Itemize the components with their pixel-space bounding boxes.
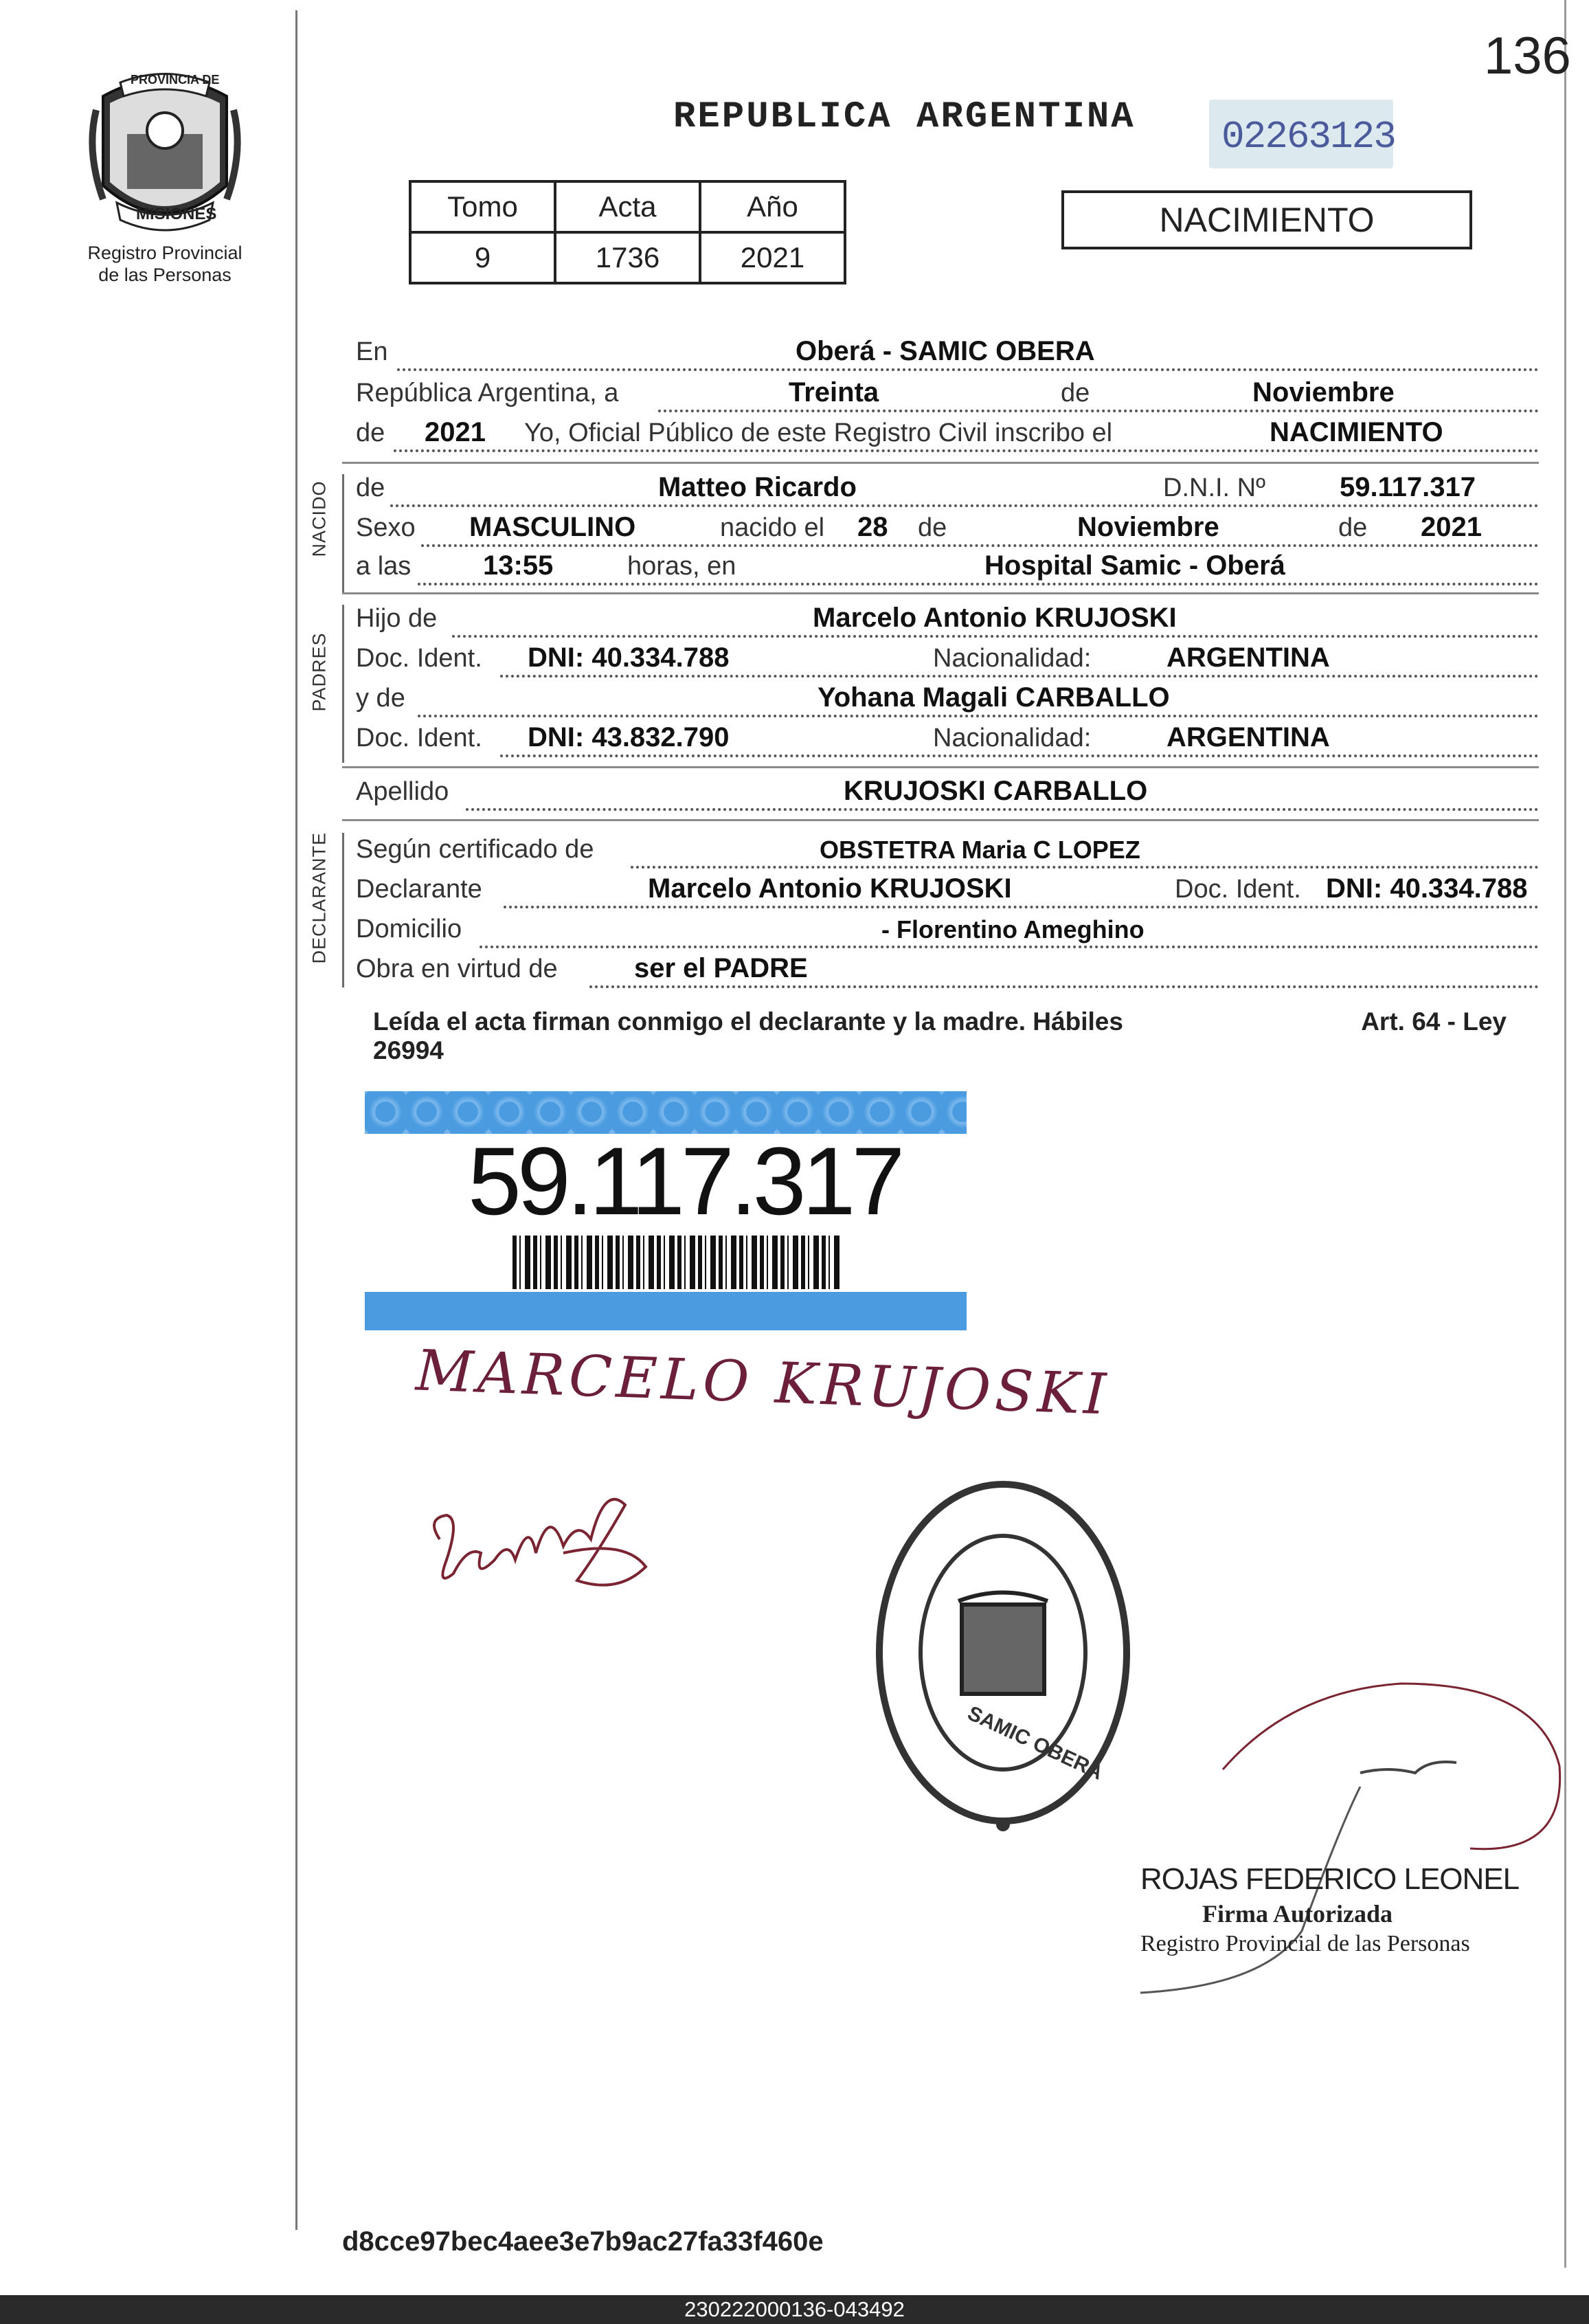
republica-label: República Argentina, a [356,379,619,407]
address-value: - Florentino Ameghino [881,915,1145,943]
en-label: En [356,337,388,366]
de-label-3: de [1338,513,1368,542]
closing-statement [373,1007,1507,1065]
nacido-row-name [356,471,1539,510]
place-value: Oberá - SAMIC OBERA [796,336,1095,366]
day-value: Treinta [789,377,879,407]
month-value: Noviembre [1252,377,1395,407]
declarante-row-domicilio [356,913,1539,951]
footer-code: 230222000136-043492 [684,2297,905,2321]
officer-title: Firma Autorizada [1202,1900,1393,1928]
officer-signature [1127,1670,1566,2013]
nacionalidad-label: Nacionalidad: [933,724,1092,752]
register-table [409,180,846,284]
child-dni-value: 59.117.317 [1340,472,1476,502]
declarante-row-cert [356,833,1539,871]
officer-organization: Registro Provincial de las Personas [1140,1931,1470,1956]
org-line-2: de las Personas [98,265,232,285]
officer-name: ROJAS FEDERICO LEONEL [1140,1862,1520,1896]
relation-value: ser el PADRE [634,953,808,983]
acta-header: Acta [555,181,700,232]
y-de-label: y de [356,684,405,713]
year-value: 2021 [425,417,486,447]
declarant-name-value: Marcelo Antonio KRUJOSKI [648,873,1012,904]
serial-number: 02263123 [1221,115,1395,159]
declarant-doc-value: DNI: 40.334.788 [1326,873,1528,904]
tomo-header: Tomo [410,181,555,232]
horas-en-label: horas, en [627,552,736,581]
padres-row-father [356,602,1539,640]
birth-time-value: 13:55 [483,550,554,581]
seal-top-text: PROVINCIA DE [131,73,220,87]
doc-ident-label: Doc. Ident. [1175,875,1301,904]
declarante-bracket [342,833,344,987]
closing-line-1 [373,1007,1507,1036]
certificado-label: Según certificado de [356,835,594,864]
padres-section-label: PADRES [308,632,330,712]
page-number: 136 [1484,27,1571,85]
document-hash: d8cce97bec4aee3e7b9ac27fa33f460e [342,2226,824,2257]
footer-bar [0,2295,1589,2324]
intro-row-date [356,377,1539,415]
year-de-label: de [356,418,385,447]
section-divider [342,819,1539,821]
country-title: REPUBLICA ARGENTINA [673,96,1136,138]
sticker-dni-number: 59.117.317 [468,1127,901,1235]
padres-row-father-doc [356,642,1539,680]
dni-sticker [365,1091,967,1333]
obra-label: Obra en virtud de [356,954,558,983]
mother-doc-value: DNI: 43.832.790 [528,722,730,752]
officer-text: Yo, Oficial Público de este Registro Civil inscribo el [524,418,1113,447]
register-value-row [410,232,845,283]
birth-year-value: 2021 [1421,512,1482,542]
intro-row-en [356,335,1539,374]
sexo-value: MASCULINO [469,512,636,542]
law-reference: Art. 64 - Ley [1361,1007,1507,1036]
father-doc-value: DNI: 40.334.788 [528,643,730,673]
section-divider [342,592,1539,594]
serial-label [1209,100,1393,168]
anio-header: Año [700,181,845,232]
mother-name-value: Yohana Magali CARBALLO [818,682,1170,713]
nacido-section-label: NACIDO [308,480,330,557]
left-margin-line [295,10,297,2230]
nacido-row-time [356,550,1539,588]
declarant-signature [419,1477,666,1622]
surname-value: KRUJOSKI CARBALLO [844,776,1148,806]
sticker-bottom-band [365,1292,967,1330]
mother-nationality-value: ARGENTINA [1167,722,1330,752]
tomo-value: 9 [410,232,555,283]
stamp-inner-text: SAMIC OBERA [964,1701,1107,1785]
dni-label: D.N.I. Nº [1163,473,1265,502]
de-label-2: de [918,513,947,542]
section-divider [342,766,1539,768]
padres-row-mother [356,682,1539,720]
province-seal-logo [82,69,247,241]
document-type-box: NACIMIENTO [1061,190,1472,249]
padres-bracket [342,605,344,763]
section-divider [342,462,1539,464]
barcode [512,1236,842,1289]
declarante-row-name [356,873,1539,911]
domicilio-label: Domicilio [356,915,462,943]
doc-ident-label: Doc. Ident. [356,724,482,752]
seal-bottom-text: MISIONES [136,205,217,223]
nacido-row-sex [356,511,1539,550]
registry-org-name [76,242,254,286]
nacido-el-label: nacido el [720,513,825,542]
declarante-section-label: DECLARANTE [308,831,330,964]
acta-value: 1736 [555,232,700,283]
sexo-label: Sexo [356,513,416,542]
certificate-value: OBSTETRA Maria C LOPEZ [820,836,1140,864]
child-name-value: Matteo Ricardo [658,472,857,502]
birth-month-value: Noviembre [1077,512,1219,542]
father-name-value: Marcelo Antonio KRUJOSKI [813,603,1177,633]
anio-value: 2021 [700,232,845,283]
handwritten-declarant-name: MARCELO KRUJOSKI [414,1338,1112,1428]
de-name-label: de [356,473,385,502]
intro-row-year [356,416,1539,455]
father-nationality-value: ARGENTINA [1167,643,1330,673]
hijo-de-label: Hijo de [356,604,438,633]
birth-day-value: 28 [857,512,888,542]
apellido-label: Apellido [356,777,449,806]
nacido-bracket [342,474,344,594]
law-number: 26994 [373,1036,444,1064]
closing-text: Leída el acta firman conmigo el declarante y la madre. Hábiles [373,1007,1123,1036]
org-line-1: Registro Provincial [87,243,243,263]
registry-stamp [859,1460,1147,1845]
register-header-row [410,181,845,232]
hospital-value: Hospital Samic - Oberá [984,550,1285,581]
padres-row-mother-doc [356,722,1539,760]
de-label: de [1061,379,1090,407]
doc-ident-label: Doc. Ident. [356,644,482,673]
declarante-label: Declarante [356,875,482,904]
apellido-row [356,775,1539,814]
officer-block [1140,1862,1519,1957]
nacionalidad-label: Nacionalidad: [933,644,1092,673]
event-value: NACIMIENTO [1270,417,1443,447]
declarante-row-obra [356,952,1539,991]
a-las-label: a las [356,552,412,581]
